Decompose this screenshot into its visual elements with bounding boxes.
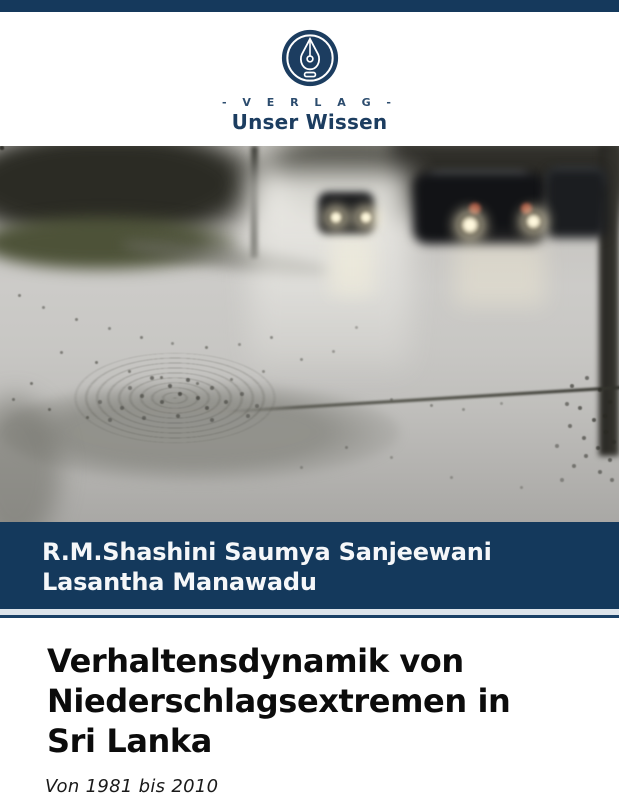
light-reflection-streak: [330, 238, 374, 296]
title-line2: Niederschlagsextremen in: [47, 682, 511, 720]
reverse-light-glow: [524, 212, 543, 231]
author-band: [0, 522, 619, 609]
author-name-line1: R.M.Shashini Saumya Sanjeewani: [42, 538, 492, 566]
light-reflection-streak: [455, 244, 545, 306]
separator-rule: [0, 615, 619, 618]
title-line3: Sri Lanka: [47, 722, 212, 760]
headlight-glow: [358, 210, 374, 225]
cover-photo: [0, 146, 619, 522]
rain-splash-drops: [0, 146, 4, 150]
right-car: [545, 168, 607, 238]
book-title: [47, 641, 599, 761]
headlight-glow: [328, 210, 344, 225]
rain-ripples: [75, 353, 275, 443]
top-navy-bar: [0, 0, 619, 12]
title-line1: Verhaltensdynamik von: [47, 642, 464, 680]
author-name-line2: Lasantha Manawadu: [42, 568, 317, 596]
publisher-brand-block: [0, 12, 619, 146]
publisher-name: Unser Wissen: [231, 110, 388, 134]
fountain-pen-nib-icon: [281, 29, 339, 87]
publisher-imprint-line: - V E R L A G -: [222, 96, 397, 109]
reverse-light-glow: [459, 214, 481, 236]
book-subtitle: Von 1981 bis 2010: [45, 776, 219, 797]
